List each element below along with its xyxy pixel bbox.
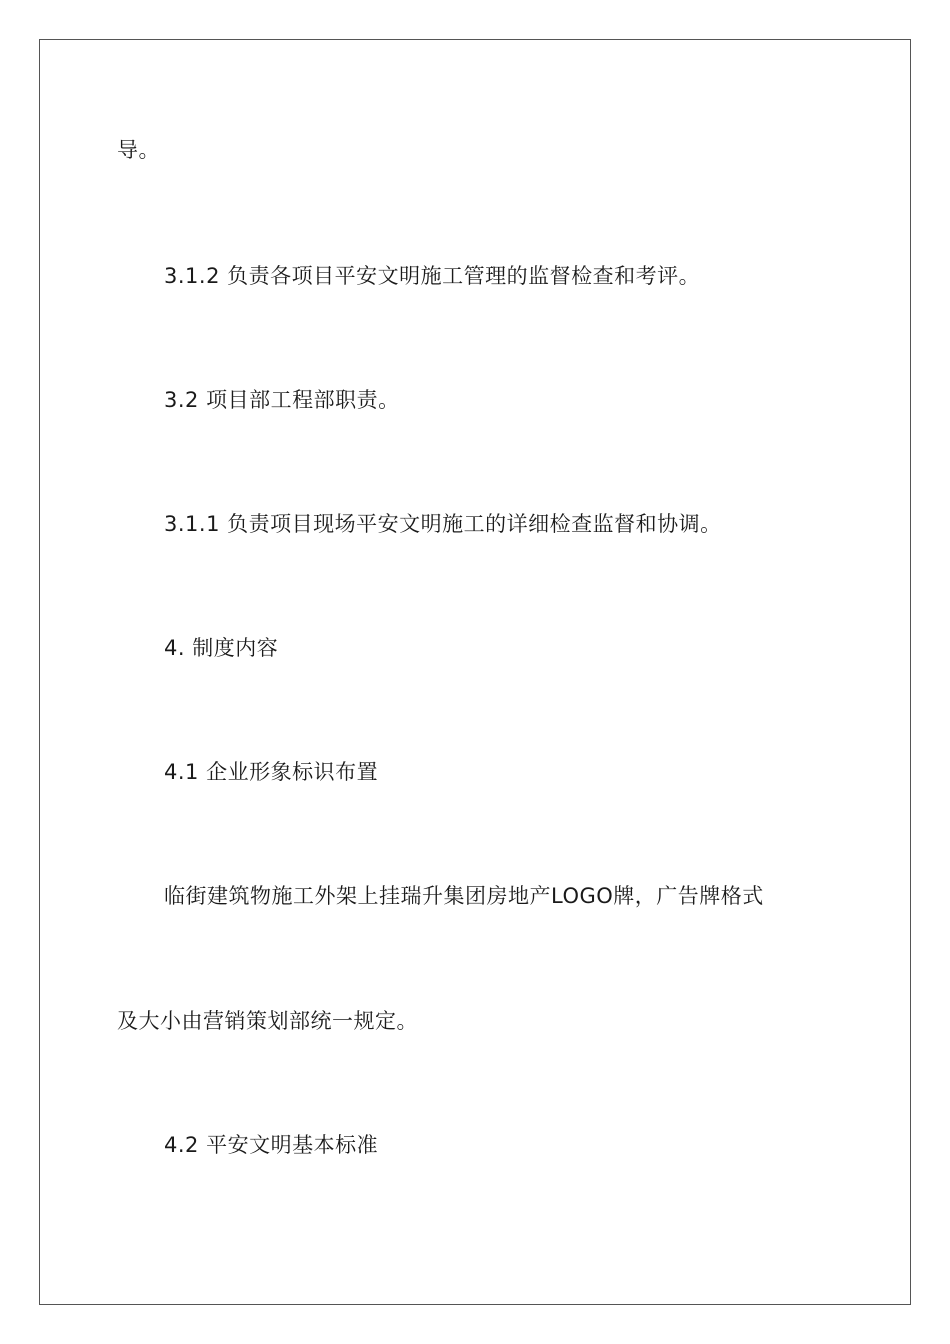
page-frame bbox=[39, 39, 911, 1305]
clause-4-1-body-line-2: 及大小由营销策划部统一规定。 bbox=[117, 1009, 418, 1033]
paragraph-continuation: 导。 bbox=[117, 138, 160, 162]
clause-4-2-heading: 4.2 平安文明基本标准 bbox=[164, 1133, 379, 1157]
clause-3-1-2: 3.1.2 负责各项目平安文明施工管理的监督检查和考评。 bbox=[164, 264, 701, 288]
clause-3-2-heading: 3.2 项目部工程部职责。 bbox=[164, 388, 400, 412]
section-4-heading: 4. 制度内容 bbox=[164, 636, 279, 660]
clause-4-1-heading: 4.1 企业形象标识布置 bbox=[164, 760, 379, 784]
clause-3-1-1: 3.1.1 负责项目现场平安文明施工的详细检查监督和协调。 bbox=[164, 512, 722, 536]
clause-4-1-body-line-1: 临街建筑物施工外架上挂瑞升集团房地产LOGO牌，广告牌格式 bbox=[164, 884, 764, 908]
